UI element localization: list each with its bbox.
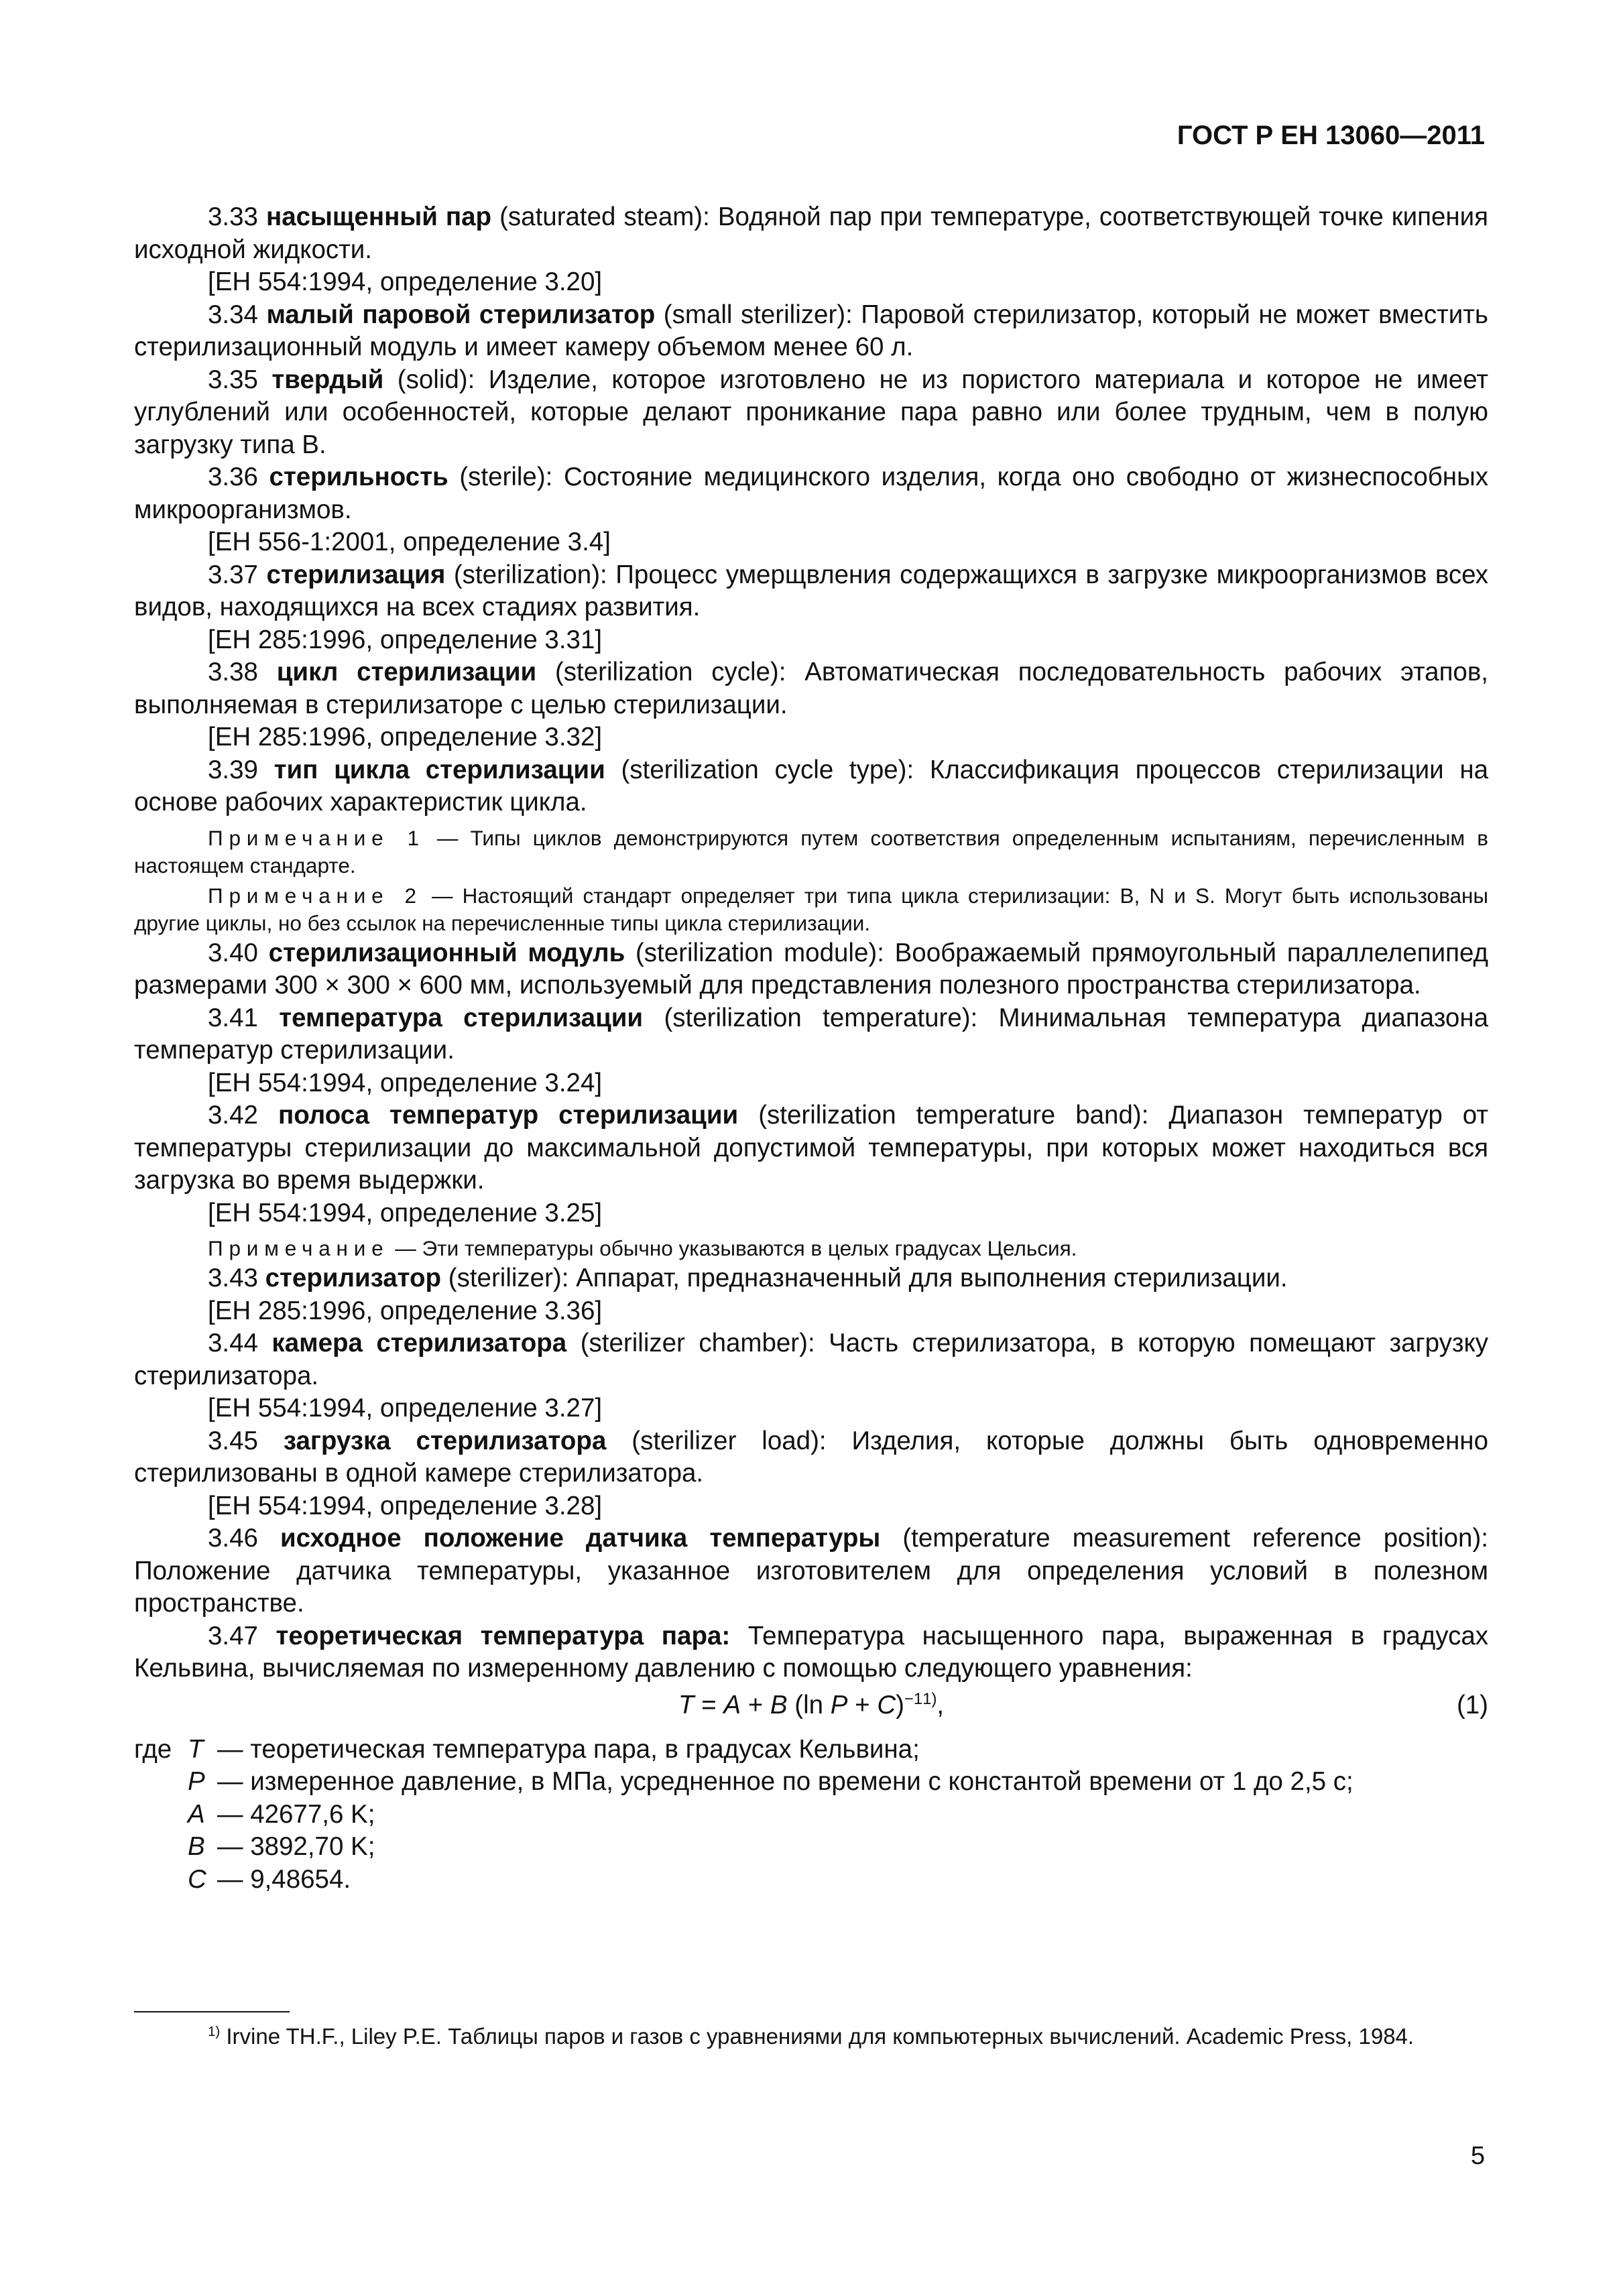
definition-3-45 <box>134 1425 1488 1490</box>
definition-source: [ЕН 554:1994, определение 3.27] <box>208 1394 603 1423</box>
definition-term: цикл стерилизации <box>276 658 537 686</box>
where-description: — 3892,70 K; <box>217 1832 375 1861</box>
definitions-block-1 <box>134 201 1488 819</box>
formula-close-paren: ) <box>896 1690 904 1719</box>
where-description: — теоретическая температура пара, в градусах Кельвина; <box>217 1734 920 1764</box>
note-label: Примечание <box>208 1236 389 1260</box>
definition-number: 3.34 <box>208 300 258 329</box>
definition-term: стерилизационный модуль <box>268 938 625 967</box>
definition-english-term: (saturated steam) <box>499 202 703 231</box>
definition-english-term: (sterilization temperature band) <box>758 1101 1142 1130</box>
definition-number: 3.37 <box>208 560 258 589</box>
definition-english-term: (sterilizer load) <box>632 1426 819 1455</box>
where-symbol: B <box>188 1832 205 1861</box>
definition-english-term: (sterilization module) <box>635 938 878 967</box>
where-description: — 42677,6 K; <box>217 1799 375 1829</box>
definition-text: : Положение датчика температуры, указанное изготовителем для определения условий в полезном пространстве. <box>134 1524 1488 1618</box>
formula-symbol-c: C <box>877 1690 896 1719</box>
definition-text: : Диапазон температур от температуры стерилизации до максимальной допустимой температуры, при которых может находиться вся загрузка во время выдержки. <box>134 1101 1488 1195</box>
footnote-mark: 1) <box>208 2024 221 2039</box>
note-label: Примечание 2 <box>208 883 422 908</box>
definition-number: 3.44 <box>208 1329 258 1357</box>
definition-3-39 <box>134 754 1488 819</box>
note-text: — Настоящий стандарт определяет три типа цикла стерилизации: B, N и S. Могут быть использованы другие циклы, но без ссылок на перечисленные типы цикла стерилизации. <box>134 883 1489 935</box>
definition-text: : Аппарат, предназначенный для выполнения стерилизации. <box>561 1264 1288 1292</box>
definition-text: : Минимальная температура диапазона температур стерилизации. <box>134 1003 1488 1065</box>
where-row <box>134 1734 1488 1766</box>
definition-text: : Паровой стерилизатор, который не может вместить стерилизационный модуль и имеет камеру объемом менее 60 л. <box>134 300 1488 361</box>
where-symbol: T <box>188 1734 204 1764</box>
where-row <box>134 1831 1488 1864</box>
definition-english-term: (sterilizer chamber) <box>580 1329 808 1357</box>
definitions-block-3 <box>134 1262 1488 1620</box>
definition-source: [ЕН 554:1994, определение 3.24] <box>208 1068 603 1097</box>
definition-english-term: (solid) <box>397 365 468 394</box>
where-list <box>134 1734 1488 1896</box>
definitions-block-2 <box>134 937 1488 1230</box>
formula-exponent: −1 <box>904 1689 923 1708</box>
where-symbol: C <box>188 1864 206 1894</box>
note-3-39-1 <box>134 825 1488 880</box>
definition-english-term: (sterilization cycle) <box>554 658 779 686</box>
footnote <box>134 2021 1488 2051</box>
definition-term: твердый <box>272 365 384 394</box>
where-symbol: P <box>188 1767 205 1796</box>
footnote-text: Irvine TH.F., Liley P.E. Таблицы паров и газов с уравнениями для компьютерных вычислений. Academic Press, 1984. <box>220 2024 1415 2049</box>
definition-english-term: (sterilization temperature) <box>664 1003 971 1032</box>
note-3-39-2 <box>134 882 1488 937</box>
definition-english-term: (sterilization) <box>453 560 601 589</box>
where-row <box>134 1864 1488 1896</box>
definition-source: [ЕН 285:1996, определение 3.32] <box>208 723 603 751</box>
definition-number: 3.39 <box>208 755 258 784</box>
formula-plus: + <box>847 1690 878 1719</box>
formula-expression <box>134 1689 1488 1722</box>
definition-3-42 <box>134 1099 1488 1197</box>
definition-english-term: (temperature measurement reference position) <box>902 1524 1482 1553</box>
definition-source: [ЕН 556-1:2001, определение 3.4] <box>208 528 611 556</box>
definition-3-46 <box>134 1522 1488 1620</box>
definition-number: 3.45 <box>208 1426 258 1455</box>
definition-term: малый паровой стерилизатор <box>266 300 656 329</box>
where-row <box>134 1766 1488 1799</box>
where-label: где <box>134 1734 172 1764</box>
definition-3-34 <box>134 299 1488 364</box>
note-text: — Типы циклов демонстрируются путем соответствия определенным испытаниям, перечисленным в настоящем стандарте. <box>134 825 1489 878</box>
definition-text: : Водяной пар при температуре, соответствующей точке кипения исходной жидкости. <box>134 202 1489 264</box>
formula-equals: = <box>694 1690 724 1719</box>
where-symbol: A <box>188 1799 205 1829</box>
definition-term: насыщенный пар <box>265 202 492 231</box>
definition-number: 3.36 <box>208 463 258 491</box>
definition-english-term: (sterilizer) <box>448 1264 562 1292</box>
standard-header: ГОСТ Р ЕН 13060—2011 <box>1177 121 1485 150</box>
definition-3-47 <box>134 1620 1488 1685</box>
page-number: 5 <box>1470 2142 1485 2170</box>
definition-english-term: (sterile) <box>459 463 546 491</box>
formula-1 <box>134 1689 1488 1727</box>
where-description: — измеренное давление, в МПа, усредненное по времени с константой времени от 1 до 2,5 с; <box>217 1767 1354 1796</box>
definition-number: 3.43 <box>208 1264 258 1292</box>
definition-number: 3.35 <box>208 365 258 394</box>
formula-number: (1) <box>1456 1690 1488 1719</box>
definition-source: [ЕН 554:1994, определение 3.25] <box>208 1198 603 1227</box>
formula-symbol-a: A <box>723 1690 741 1719</box>
formula-ln: (ln <box>787 1690 831 1719</box>
definition-3-41 <box>134 1002 1488 1067</box>
definition-3-35 <box>134 364 1488 462</box>
formula-symbol-t: T <box>678 1690 695 1719</box>
definition-number: 3.47 <box>208 1621 258 1650</box>
where-row <box>134 1799 1488 1831</box>
note-label: Примечание 1 <box>208 825 425 850</box>
definition-text: : Автоматическая последовательность рабочих этапов, выполняемая в стерилизаторе с целью стерилизации. <box>134 658 1488 719</box>
definition-term: стерилизация <box>266 560 446 589</box>
definition-term: исходное положение датчика температуры <box>280 1524 881 1553</box>
definition-term: температура стерилизации <box>279 1003 644 1032</box>
definition-source: [ЕН 285:1996, определение 3.36] <box>208 1296 603 1325</box>
footnote-separator <box>134 2011 290 2012</box>
definition-term: загрузка стерилизатора <box>283 1426 607 1455</box>
definition-term: камера стерилизатора <box>272 1329 567 1357</box>
formula-plus: + <box>741 1690 770 1719</box>
page-content <box>134 201 1488 1896</box>
definition-source: [ЕН 554:1994, определение 3.28] <box>208 1491 603 1520</box>
definition-text: : Изделие, которое изготовлено не из пористого материала и которое не имеет углублений или особенностей, которые делают проникание пара равно или более трудным, чем в полую загрузку типа B. <box>134 365 1488 459</box>
definition-term: полоса температур стерилизации <box>278 1101 739 1130</box>
definition-source: [ЕН 285:1996, определение 3.31] <box>208 625 603 654</box>
definition-text: : Состояние медицинского изделия, когда оно свободно от жизнеспособных микроорганизмов. <box>134 463 1488 524</box>
definition-number: 3.46 <box>208 1524 258 1553</box>
definition-source: [ЕН 554:1994, определение 3.20] <box>208 267 603 296</box>
definition-number: 3.42 <box>208 1101 258 1130</box>
note-3-42 <box>134 1235 1488 1262</box>
note-text: — Эти температуры обычно указываются в целых градусах Цельсия. <box>389 1236 1077 1260</box>
formula-symbol-p: P <box>830 1690 848 1719</box>
definition-term: теоретическая температура пара: <box>276 1621 731 1650</box>
formula-footnote-ref: 1) <box>922 1689 937 1708</box>
definition-3-37 <box>134 559 1488 624</box>
definition-3-44 <box>134 1327 1488 1392</box>
definition-number: 3.40 <box>208 938 258 967</box>
definition-text: : Изделия, которые должны быть одновременно стерилизованы в одной камере стерилизатора. <box>134 1426 1488 1488</box>
definition-text: : Воображаемый прямоугольный параллелепипед размерами 300 × 300 × 600 мм, используемый для представления полезного пространства стерилизатора. <box>134 938 1489 1000</box>
definition-text: : Часть стерилизатора, в которую помещают загрузку стерилизатора. <box>134 1329 1489 1390</box>
definition-english-term: (sterilization cycle type) <box>621 755 907 784</box>
definition-term: тип цикла стерилизации <box>274 755 605 784</box>
definition-3-36 <box>134 461 1488 526</box>
definition-term: стерильность <box>269 463 448 491</box>
definition-3-40 <box>134 937 1488 1002</box>
formula-symbol-b: B <box>770 1690 788 1719</box>
definition-number: 3.38 <box>208 658 258 686</box>
where-description: — 9,48654. <box>217 1864 351 1894</box>
definition-3-43 <box>134 1262 1488 1295</box>
definition-text: Температура насыщенного пара, выраженная в градусах Кельвина, вычисляемая по измеренному давлению с помощью следующего уравнения: <box>134 1621 1488 1683</box>
notes-3-39 <box>134 825 1488 937</box>
definition-text: : Процесс умерщвления содержащихся в загрузке микроорганизмов всех видов, находящихся на всех стадиях развития. <box>134 560 1488 621</box>
definition-number: 3.41 <box>208 1003 258 1032</box>
formula-comma: , <box>937 1690 945 1719</box>
definition-number: 3.33 <box>208 202 258 231</box>
definition-term: стерилизатор <box>265 1264 442 1292</box>
definition-text: : Классификация процессов стерилизации на основе рабочих характеристик цикла. <box>134 755 1488 817</box>
definition-english-term: (small sterilizer) <box>663 300 846 329</box>
definition-3-38 <box>134 656 1488 721</box>
definition-3-33 <box>134 201 1488 266</box>
